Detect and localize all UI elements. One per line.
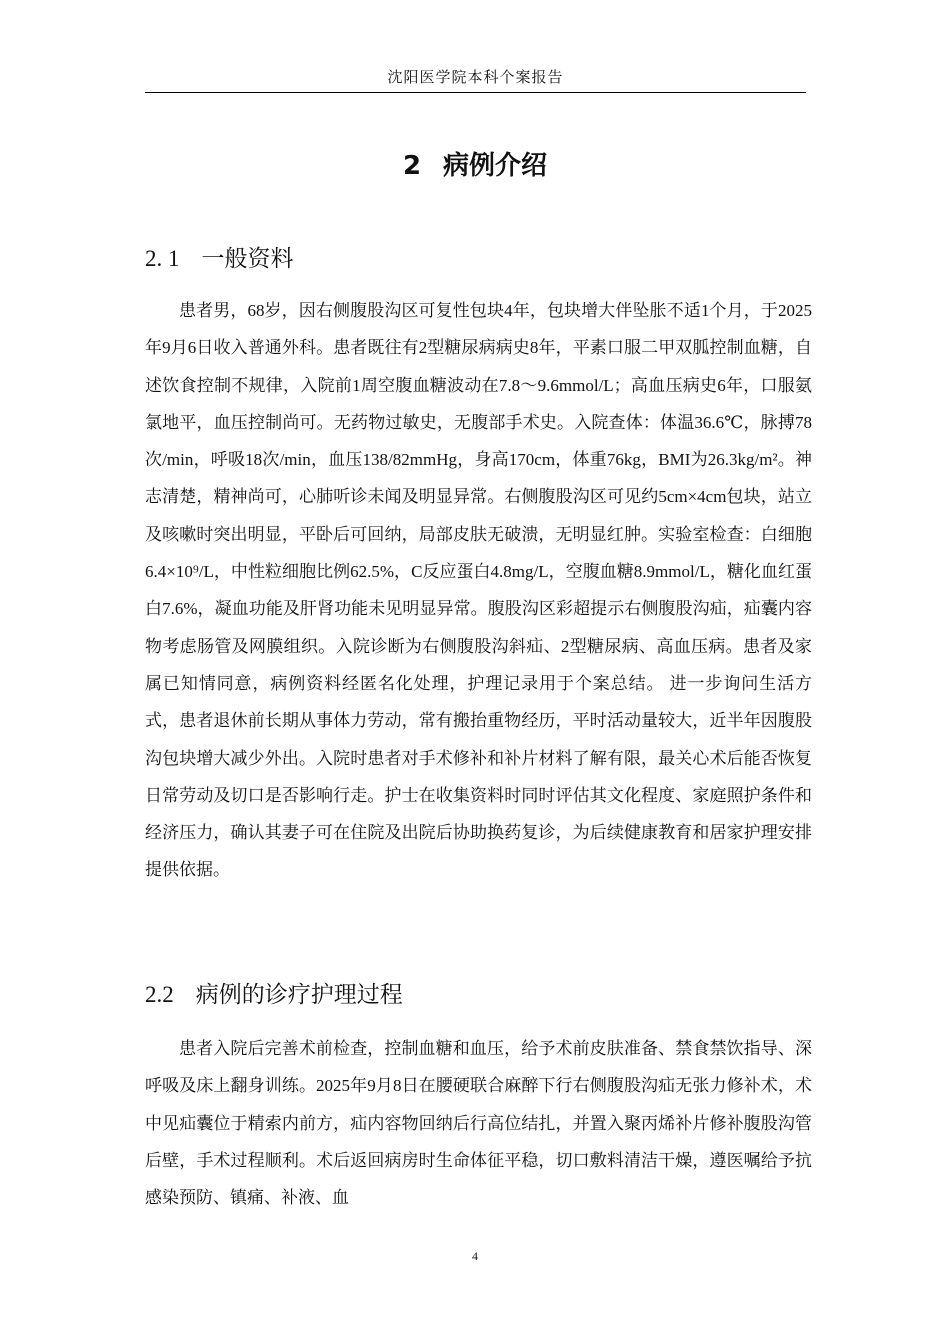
page-number: 4 [472, 1249, 478, 1263]
section-number: 2.2 [145, 982, 174, 1007]
section-number: 2. 1 [145, 246, 180, 271]
section-title: 一般资料 [201, 246, 294, 272]
chapter-number: 2 [402, 151, 422, 181]
general-info-paragraph: 患者男，68岁，因右侧腹股沟区可复性包块4年，包块增大伴坠胀不适1个月，于2025年9月6日收入普通外科。患者既往有2型糖尿病病史8年，平素口服二甲双胍控制血糖，自述饮食控制不规律，入院前1周空腹血糖波动在7.8～9.6mmol/L；高血压病史6年，口服氨氯地平，血压控制尚可。无药物过敏史，无腹部手术史。入院查体：体温36.6℃，脉搏78次/min，呼吸18次/min，血压138/82mmHg，身高170cm，体重76kg，BMI为26.3kg/m²。神志清楚，精神尚可，心肺听诊未闻及明显异常。右侧腹股沟区可见约5cm×4cm包块，站立及咳嗽时突出明显，平卧后可回纳，局部皮肤无破溃，无明显红肿。实验室检查：白细胞6.4×10⁹/L，中性粒细胞比例62.5%，C反应蛋白4.8mg/L，空腹血糖8.9mmol/L，糖化血红蛋白7.6%，凝血功能及肝肾功能未见明显异常。腹股沟区彩超提示右侧腹股沟疝，疝囊内容物考虑肠管及网膜组织。入院诊断为右侧腹股沟斜疝、2型糖尿病、高血压病。患者及家属已知情同意，病例资料经匿名化处理，护理记录用于个案总结。 进一步询问生活方式，患者退休前长期从事体力劳动，常有搬抬重物经历，平时活动量较大，近半年因腹股沟包块增大减少外出。入院时患者对手术修补和补片材料了解有限，最关心术后能否恢复日常劳动及切口是否影响行走。护士在收集资料时同时评估其文化程度、家庭照护条件和经济压力，确认其妻子可在住院及出院后协助换药复诊，为后续健康教育和居家护理安排提供依据。 [145, 301, 812, 880]
running-header [145, 68, 806, 93]
section-title: 病例的诊疗护理过程 [195, 982, 403, 1008]
chapter-title [0, 148, 950, 184]
section-heading-treatment-process [145, 980, 403, 1010]
section-heading-general-info [145, 244, 294, 274]
chapter-title-text: 病例介绍 [443, 151, 548, 181]
treatment-process-paragraph: 患者入院后完善术前检查，控制血糖和血压，给予术前皮肤准备、禁食禁饮指导、深呼吸及床上翻身训练。2025年9月8日在腰硬联合麻醉下行右侧腹股沟疝无张力修补术，术中见疝囊位于精索内前方，疝内容物回纳后行高位结扎，并置入聚丙烯补片修补腹股沟管后壁，手术过程顺利。术后返回病房时生命体征平稳，切口敷料清洁干燥，遵医嘱给予抗感染预防、镇痛、补液、血 [145, 1039, 812, 1208]
running-header-title: 沈阳医学院本科个案报告 [387, 70, 564, 86]
